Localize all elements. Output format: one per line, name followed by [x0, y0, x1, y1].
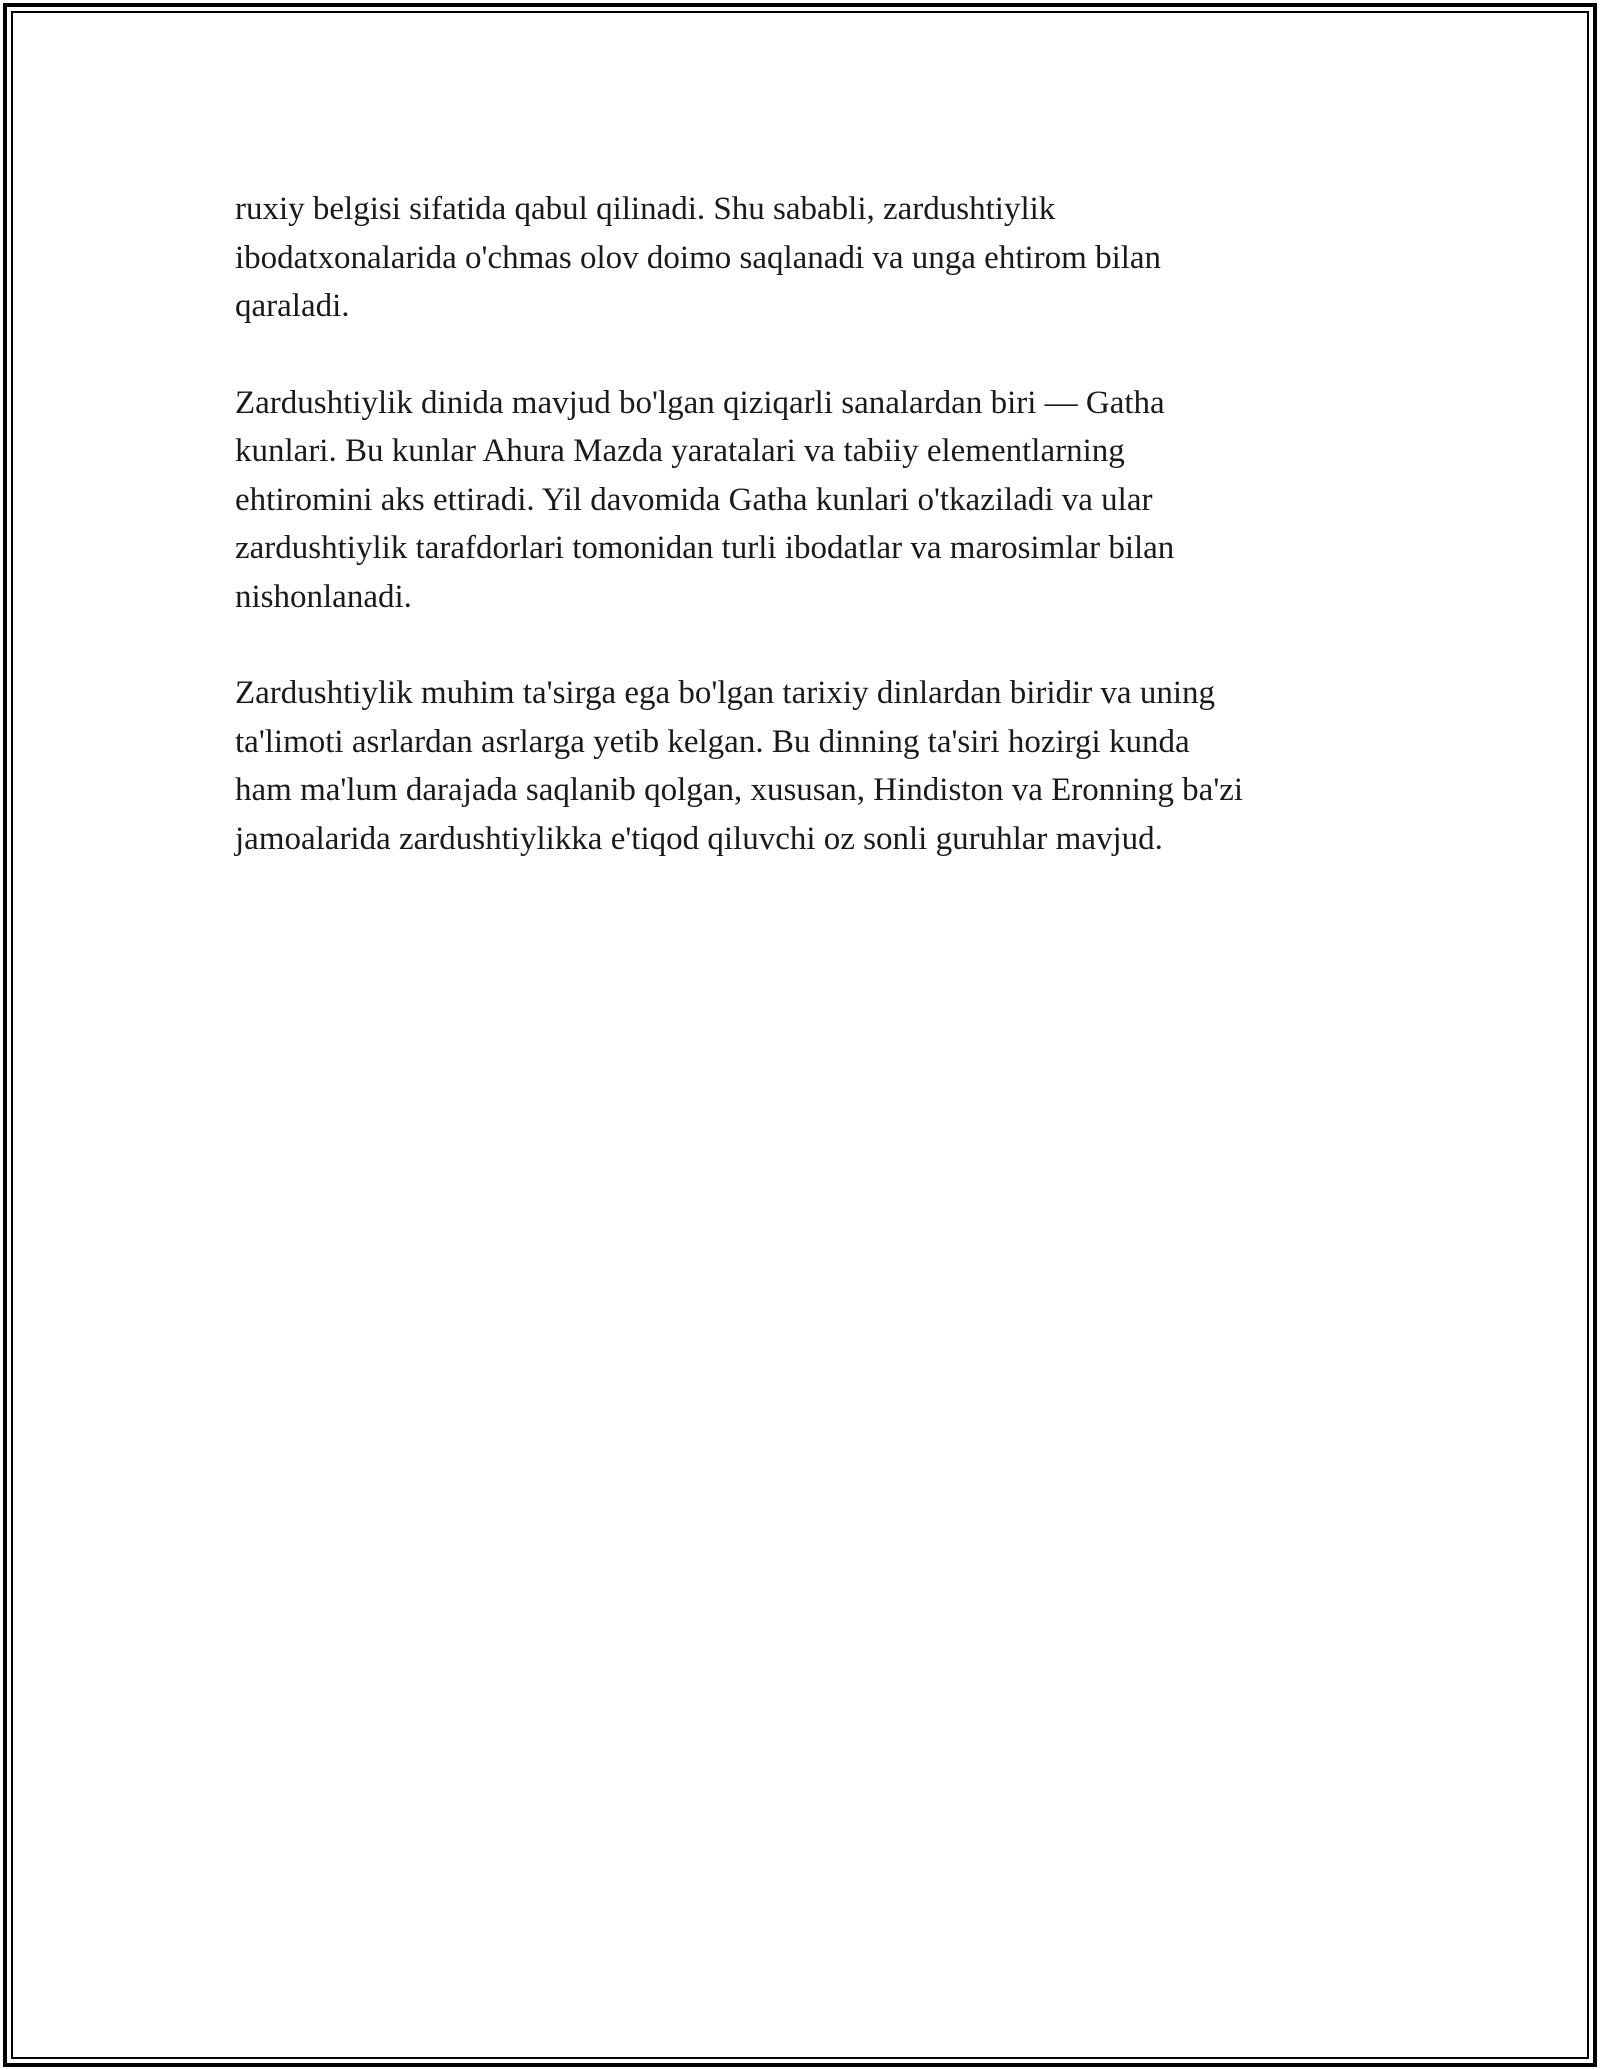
paragraph-3: Zardushtiylik muhim ta'sirga ega bo'lgan tarixiy dinlardan biridir va uning ta'limoti asrlardan asrlarga yetib kelgan. Bu dinning ta'siri hozirgi kunda ham ma'lum darajada saqlanib qolgan, xususan, Hindiston va Eronning ba'zi jamoalarida zardushtiylikka e'tiqod qiluvchi oz sonli guruhlar mavjud. — [235, 675, 1244, 857]
paragraph-2: Zardushtiylik dinida mavjud bo'lgan qiziqarli sanalardan biri — Gatha kunlari. Bu kunlar Ahura Mazda yaratalari va tabiiy elementlarning ehtiromini aks ettiradi. Yil davomida Gatha kunlari o'tkaziladi va ular zardushtiylik tarafdorlari tomonidan turli ibodatlar va marosimlar bilan nishonlanadi. — [235, 384, 1175, 615]
document-body — [235, 185, 1395, 911]
paragraph-1: ruxiy belgisi sifatida qabul qilinadi. Shu sababli, zardushtiylik ibodatxonalarida o'chmas olov doimo saqlanadi va unga ehtirom bilan qaraladi. — [235, 191, 1162, 324]
